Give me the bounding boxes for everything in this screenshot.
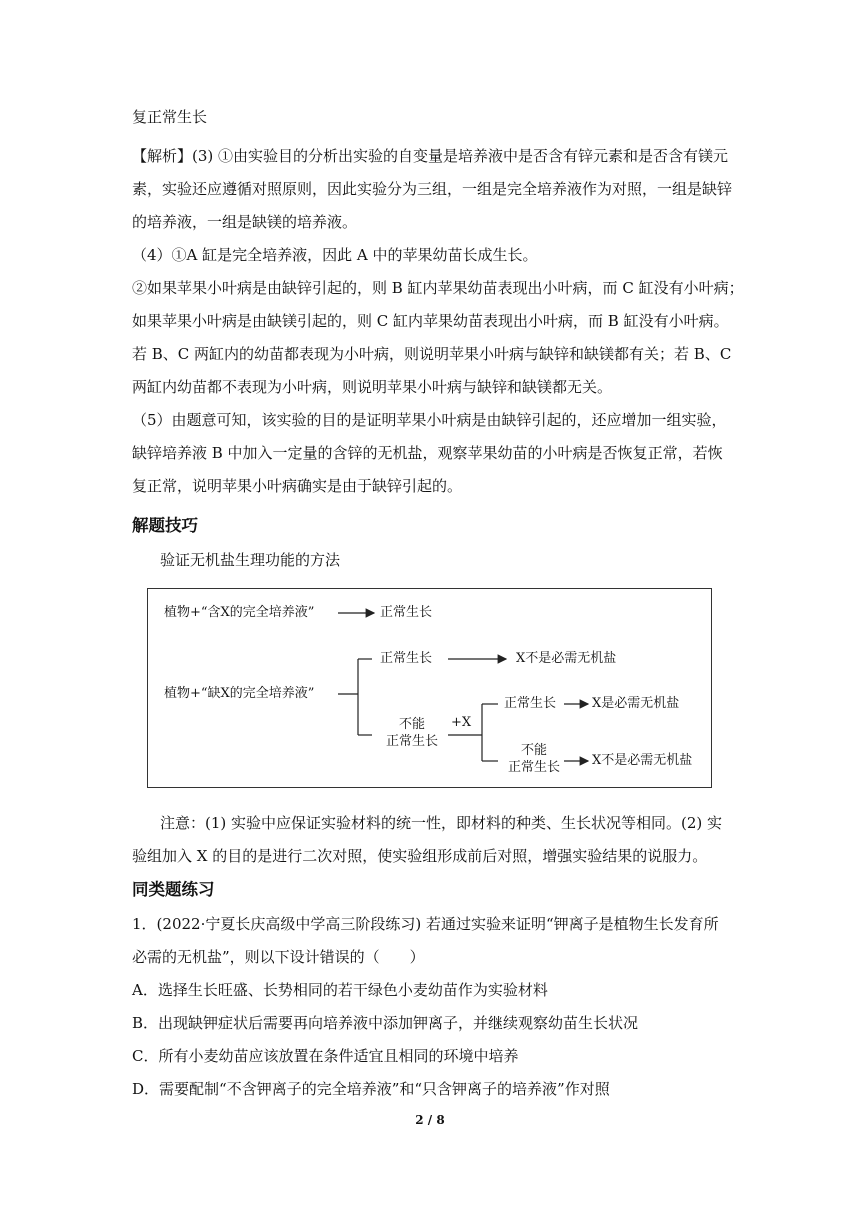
analysis-line: 【解析】(3) ①由实验目的分析出实验的自变量是培养液中是否含有锌元素和是否含有镁元 [132, 147, 729, 165]
sub-abnormal-label-2: 正常生长 [507, 760, 560, 775]
analysis-line: 复正常，说明苹果小叶病确实是由于缺锌引起的。 [132, 477, 463, 495]
sub-abnormal-result: X不是必需无机盐 [592, 753, 693, 768]
tips-intro: 验证无机盐生理功能的方法 [160, 551, 341, 569]
analysis-line: 素，实验还应遵循对照原则，因此实验分为三组，一组是完全培养液作为对照，一组是缺锌 [132, 180, 733, 198]
flow-diagram [147, 588, 712, 788]
analysis-line: （4）①A 缸是完全培养液，因此 A 中的苹果幼苗长成生长。 [132, 246, 538, 264]
page-number: 2 / 8 [415, 1113, 445, 1127]
top-result-label: 正常生长 [380, 605, 433, 620]
option-b: B．出现缺钾症状后需要再向培养液中添加钾离子，并继续观察幼苗生长状况 [132, 1014, 639, 1032]
section-heading-tips: 解题技巧 [132, 516, 198, 535]
analysis-line: 若 B、C 两缸内的幼苗都表现为小叶病，则说明苹果小叶病与缺锌和缺镁都有关；若 B、C [132, 345, 732, 363]
analysis-line: 如果苹果小叶病是由缺镁引起的，则 C 缸内苹果幼苗表现出小叶病，而 B 缸没有小叶病。 [132, 312, 729, 330]
option-d: D．需要配制“不含钾离子的完全培养液”和“只含钾离子的培养液”作对照 [132, 1080, 610, 1098]
bottom-condition-label: 植物+“缺X的完全培养液” [164, 686, 315, 701]
analysis-line: 的培养液，一组是缺镁的培养液。 [132, 213, 358, 231]
branch-normal-result: X不是必需无机盐 [516, 651, 617, 666]
top-condition-label: 植物+“含X的完全培养液” [164, 605, 315, 620]
analysis-line: （5）由题意可知，该实验的目的是证明苹果小叶病是由缺锌引起的，还应增加一组实验， [132, 411, 727, 429]
note-line: 验组加入 X 的目的是进行二次对照，使实验组形成前后对照，增强实验结果的说服力。 [132, 847, 708, 865]
option-a: A．选择生长旺盛、长势相同的若干绿色小麦幼苗作为实验材料 [132, 981, 548, 999]
question-stem: 1．(2022·宁夏长庆高级中学高三阶段练习) 若通过实验来证明“钾离子是植物生长发育所 [132, 915, 719, 933]
analysis-line: 两缸内幼苗都不表现为小叶病，则说明苹果小叶病与缺锌和缺镁都无关。 [132, 378, 613, 396]
sub-abnormal-label-1: 不能 [520, 743, 547, 758]
option-c: C．所有小麦幼苗应该放置在条件适宜且相同的环境中培养 [132, 1047, 519, 1065]
note-line: 注意：(1) 实验中应保证实验材料的统一性，即材料的种类、生长状况等相同。(2) 实 [160, 814, 723, 832]
text-line: 复正常生长 [132, 108, 208, 126]
question-stem: 必需的无机盐”，则以下设计错误的（ ） [132, 948, 425, 966]
sub-normal-result: X是必需无机盐 [592, 696, 680, 711]
branch-normal-label: 正常生长 [380, 651, 433, 666]
analysis-line: ②如果苹果小叶病是由缺锌引起的，则 B 缸内苹果幼苗表现出小叶病，而 C 缸没有小叶病； [132, 279, 744, 297]
add-x-label: +X [451, 715, 472, 730]
branch-abnormal-label-1: 不能 [398, 717, 425, 732]
sub-normal-label: 正常生长 [504, 696, 557, 711]
branch-abnormal-label-2: 正常生长 [385, 734, 438, 749]
analysis-line: 缺锌培养液 B 中加入一定量的含锌的无机盐，观察苹果幼苗的小叶病是否恢复正常，若恢 [132, 444, 723, 462]
section-heading-practice: 同类题练习 [132, 880, 215, 899]
